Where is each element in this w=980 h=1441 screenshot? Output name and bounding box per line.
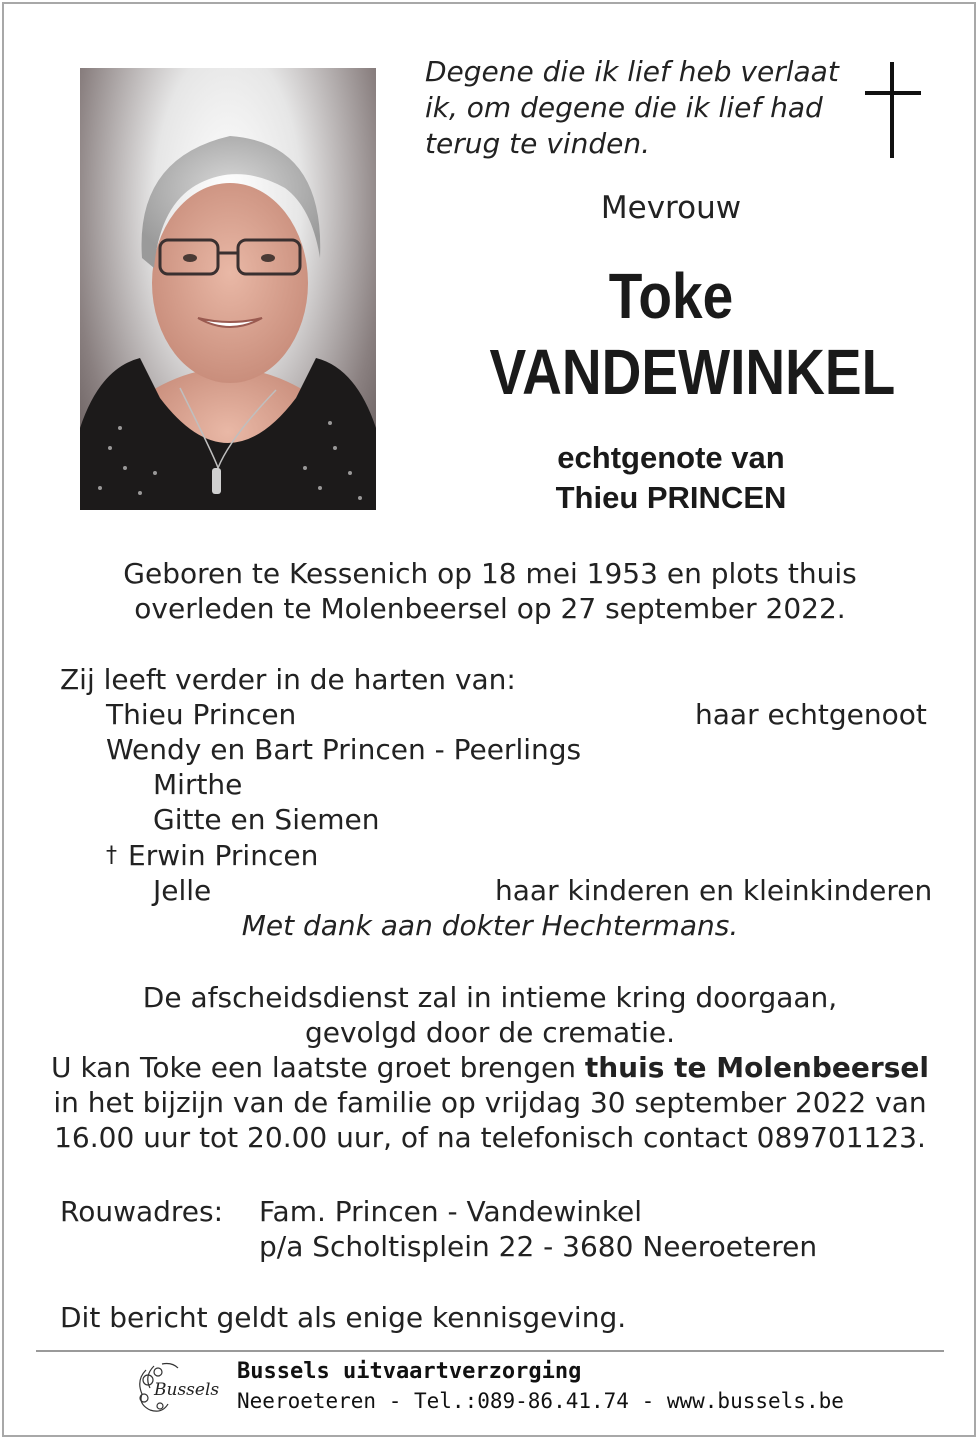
family-intro: Zij leeft verder in de harten van: — [60, 663, 516, 696]
relation-label: echtgenote van — [557, 440, 785, 475]
deceased-cross-icon: † — [106, 843, 117, 868]
memorial-quote — [425, 54, 845, 162]
service-line: De afscheidsdienst zal in intieme kring doorgaan, — [142, 981, 838, 1014]
address-line: p/a Scholtisplein 22 - 3680 Neeroeteren — [259, 1230, 818, 1263]
family-member-name: Jelle — [153, 874, 212, 907]
family-member-role: haar kinderen en kleinkinderen — [495, 874, 933, 907]
address-line: Fam. Princen - Vandewinkel — [259, 1195, 643, 1228]
portrait-illustration — [80, 68, 376, 510]
service-info — [40, 980, 940, 1155]
death-line: overleden te Molenbeersel op 27 september 2022. — [134, 592, 846, 625]
thanks-note: Met dank aan dokter Hechtermans. — [241, 909, 739, 942]
firm-name: Bussels uitvaartverzorging — [237, 1359, 582, 1384]
family-member-name: Thieu Princen — [106, 698, 297, 731]
visit-location: thuis te Molenbeersel — [584, 1051, 929, 1084]
quote-line: Degene die ik lief heb verlaat — [425, 55, 839, 88]
service-line — [40, 1050, 940, 1085]
cross-icon — [865, 62, 921, 160]
family-member-name: Wendy en Bart Princen - Peerlings — [106, 733, 582, 766]
service-line: in het bijzijn van de familie op vrijdag 30 september 2022 van — [53, 1086, 927, 1119]
spouse-name: Thieu PRINCEN — [555, 480, 787, 515]
family-member-name: Mirthe — [153, 768, 243, 801]
last-name: VANDEWINKEL — [489, 336, 896, 408]
firm-contact: Neeroeteren - Tel.:089-86.41.74 - www.bussels.be — [237, 1389, 844, 1413]
address-label: Rouwadres: — [60, 1195, 224, 1228]
mourning-address — [259, 1194, 817, 1264]
service-line: gevolgd door de crematie. — [304, 1016, 676, 1049]
footer-divider — [36, 1350, 944, 1352]
logo-text: Bussels — [154, 1380, 220, 1400]
birth-line: Geboren te Kessenich op 18 mei 1953 en plots thuis — [123, 557, 857, 590]
quote-line: terug te vinden. — [425, 127, 650, 160]
portrait-photo — [80, 68, 376, 510]
visit-text: U kan Toke een laatste groet brengen — [51, 1051, 585, 1084]
family-member-name: Gitte en Siemen — [153, 803, 380, 836]
family-member-name: Erwin Princen — [128, 839, 319, 872]
birth-death-info — [60, 556, 920, 626]
spouse-relation — [460, 438, 882, 518]
bussels-logo — [132, 1360, 224, 1416]
notice-text: Dit bericht geldt als enige kennisgeving. — [60, 1301, 627, 1334]
quote-line: ik, om degene die ik lief had — [425, 91, 823, 124]
first-name: Toke — [608, 260, 734, 332]
deceased-name — [489, 258, 896, 410]
service-line: 16.00 uur tot 20.00 uur, of na telefonisch contact 089701123. — [54, 1121, 926, 1154]
family-member-role: haar echtgenoot — [695, 698, 927, 731]
honorific: Mevrouw — [600, 190, 742, 226]
